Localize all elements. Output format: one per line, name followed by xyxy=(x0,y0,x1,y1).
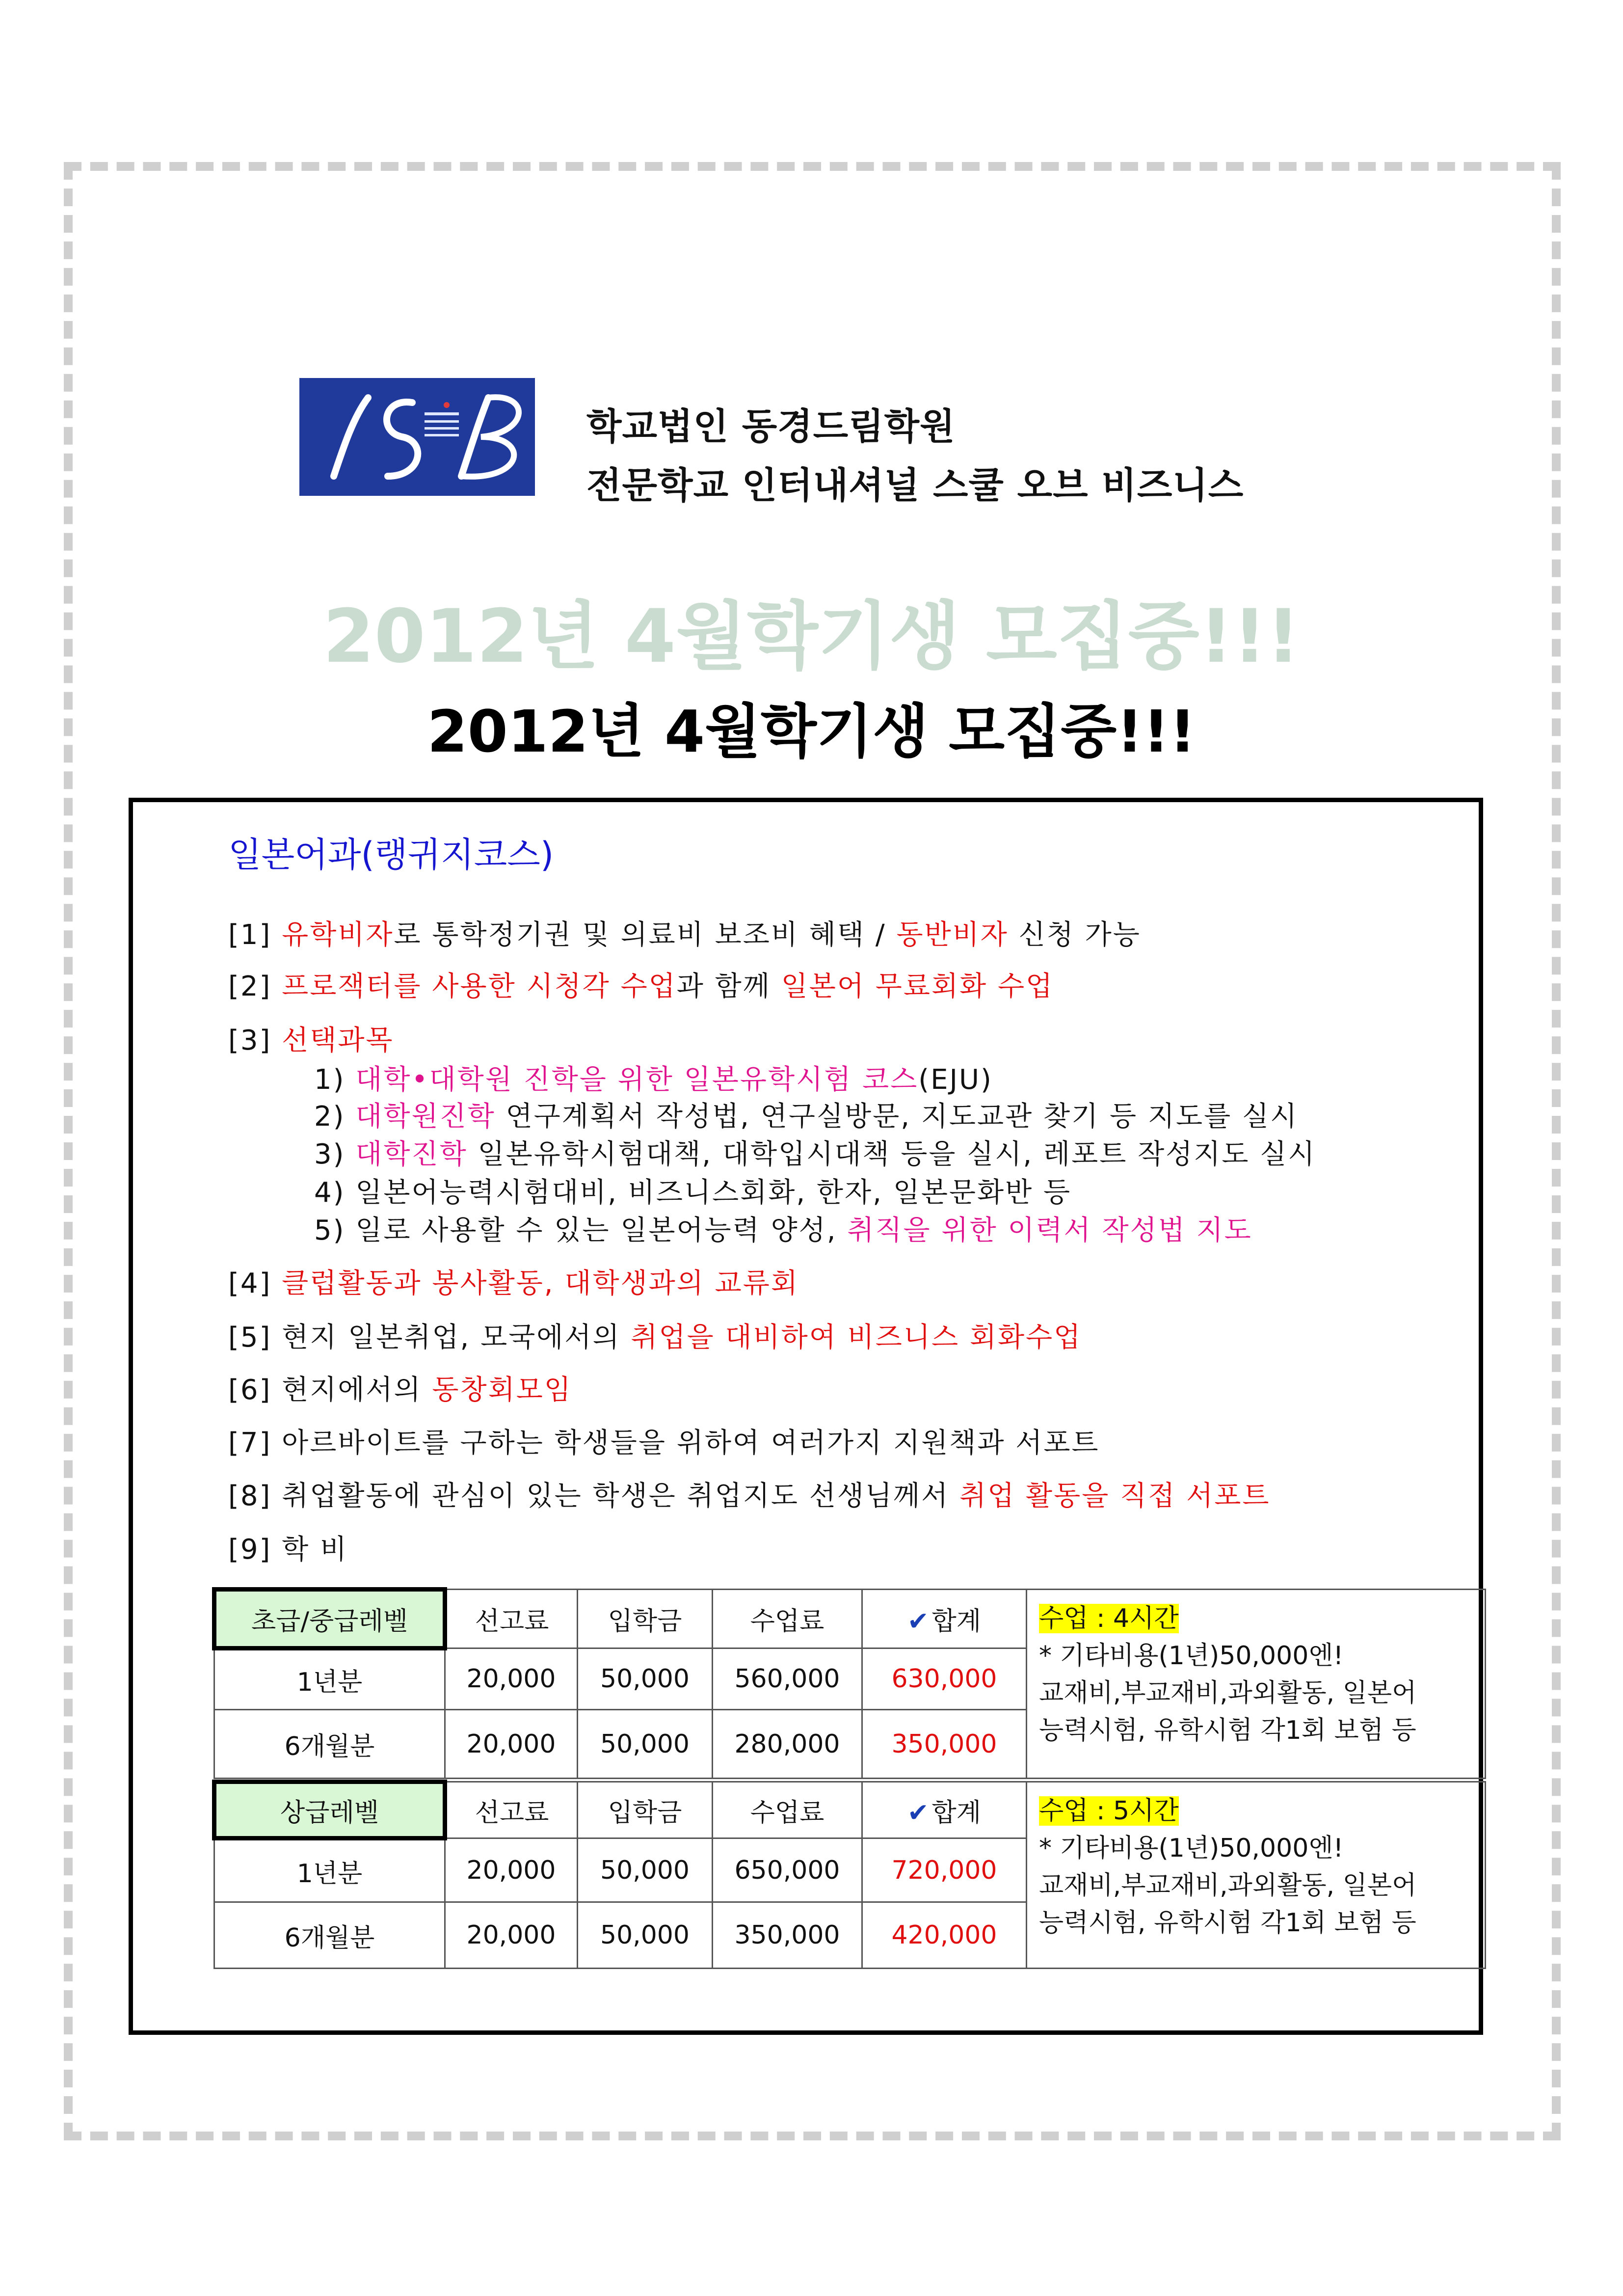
item-text: 과 함께 xyxy=(676,971,781,1002)
highlight-text: 취업 활동을 직접 서포트 xyxy=(959,1480,1271,1512)
value-cell: 20,000 xyxy=(445,1838,578,1902)
note-line: 교재비,부교재비,과외활동, 일본어 xyxy=(1039,1678,1417,1708)
class-hours: 수업 : 4시간 xyxy=(1039,1604,1179,1633)
value-cell: 20,000 xyxy=(445,1902,578,1969)
note-line: * 기타비용(1년)50,000엔! xyxy=(1039,1834,1344,1863)
fee-note xyxy=(1027,1782,1486,1969)
value-cell: 50,000 xyxy=(578,1710,713,1779)
item-text: 연구계획서 작성법, 연구실방문, 지도교관 찾기 등 지도를 실시 xyxy=(495,1101,1299,1133)
column-header: 수업료 xyxy=(713,1590,862,1648)
note-line: 교재비,부교재비,과외활동, 일본어 xyxy=(1039,1871,1417,1900)
list-item-6 xyxy=(228,1368,572,1407)
item-number: [3] xyxy=(228,1025,282,1056)
column-header-total: ✔ 합계 xyxy=(862,1590,1027,1648)
table-header-row xyxy=(214,1782,1486,1838)
period-cell: 6개월분 xyxy=(214,1710,445,1779)
check-icon: ✔ xyxy=(907,1607,929,1636)
highlight-text: 대학•대학원 진학을 위한 일본유학시험 코스 xyxy=(355,1064,919,1096)
value-cell: 650,000 xyxy=(713,1838,862,1902)
item-number: [2] xyxy=(228,971,282,1002)
item-number: [8] xyxy=(228,1480,282,1512)
period-cell: 1년분 xyxy=(214,1838,445,1902)
fee-table-beginner-intermediate xyxy=(212,1587,1486,1779)
item-text: 일본유학시험대책, 대학입시대책 등을 실시, 레포트 작성지도 실시 xyxy=(467,1138,1316,1170)
level-label: 초급/중급레벨 xyxy=(214,1590,445,1648)
table-header-row xyxy=(214,1590,1486,1648)
item-text: (EJU) xyxy=(918,1064,993,1096)
school-name: 전문학교 인터내셔널 스쿨 오브 비즈니스 xyxy=(586,464,1244,507)
item-number: [4] xyxy=(228,1268,282,1299)
sub-item-number: 4) xyxy=(314,1177,356,1209)
fee-table-advanced xyxy=(212,1780,1486,1969)
list-item-2 xyxy=(228,965,1054,1004)
highlight-text: 일본어 무료회화 수업 xyxy=(781,971,1054,1002)
item-number: [5] xyxy=(228,1322,282,1353)
value-cell: 50,000 xyxy=(578,1902,713,1969)
item-number: [7] xyxy=(228,1427,282,1459)
sub-item-number: 3) xyxy=(314,1138,356,1170)
sub-item-number: 5) xyxy=(314,1215,356,1246)
column-header: 선고료 xyxy=(445,1590,578,1648)
total-cell: 350,000 xyxy=(862,1710,1027,1779)
highlight-text: 동반비자 xyxy=(896,919,1009,951)
item-text: 아르바이트를 구하는 학생들을 위하여 여러가지 지원책과 서포트 xyxy=(282,1427,1100,1459)
list-item-8 xyxy=(228,1474,1270,1513)
isb-logo-graphic xyxy=(299,378,535,496)
sub-item-number: 1) xyxy=(314,1064,356,1096)
highlight-text: 유학비자 xyxy=(282,919,394,951)
level-label: 상급레벨 xyxy=(214,1782,445,1838)
total-cell: 720,000 xyxy=(862,1838,1027,1902)
value-cell: 560,000 xyxy=(713,1648,862,1710)
list-item-9 xyxy=(228,1528,348,1567)
column-header: 입학금 xyxy=(578,1782,713,1838)
highlight-text: 클럽활동과 봉사활동, 대학생과의 교류회 xyxy=(282,1268,799,1299)
item-number: [6] xyxy=(228,1374,282,1406)
value-cell: 20,000 xyxy=(445,1648,578,1710)
fee-note xyxy=(1027,1590,1486,1779)
list-item-7 xyxy=(228,1421,1100,1460)
value-cell: 20,000 xyxy=(445,1710,578,1779)
note-line: * 기타비용(1년)50,000엔! xyxy=(1039,1641,1344,1671)
sub-item-3 xyxy=(314,1133,1316,1172)
value-cell: 350,000 xyxy=(713,1902,862,1969)
item-text: 신청 가능 xyxy=(1008,919,1141,951)
class-hours: 수업 : 5시간 xyxy=(1039,1796,1179,1826)
highlight-text: 프로잭터를 사용한 시청각 수업 xyxy=(282,971,677,1002)
item-text: 현지에서의 xyxy=(282,1374,432,1406)
highlight-text: 대학진학 xyxy=(355,1138,468,1170)
column-header: 선고료 xyxy=(445,1782,578,1838)
item-text: 일본어능력시험대비, 비즈니스회화, 한자, 일본문화반 등 xyxy=(355,1177,1072,1209)
note-line: 능력시험, 유학시험 각1회 보험 등 xyxy=(1039,1716,1416,1745)
item-number: [9] xyxy=(228,1534,282,1566)
highlight-text: 취직을 위한 이력서 작성법 지도 xyxy=(847,1215,1252,1246)
value-cell: 50,000 xyxy=(578,1838,713,1902)
list-item-3 xyxy=(228,1019,394,1058)
sub-item-number: 2) xyxy=(314,1101,356,1133)
sub-item-4 xyxy=(314,1171,1071,1210)
item-text: 일로 사용할 수 있는 일본어능력 양성, xyxy=(355,1215,848,1246)
school-corporation-name: 학교법인 동경드림학원 xyxy=(586,405,956,448)
check-icon: ✔ xyxy=(907,1798,929,1828)
column-header: 입학금 xyxy=(578,1590,713,1648)
highlight-text: 동창회모임 xyxy=(432,1374,572,1406)
item-text: 현지 일본취업, 모국에서의 xyxy=(282,1322,631,1353)
period-cell: 1년분 xyxy=(214,1648,445,1710)
sub-item-5 xyxy=(314,1209,1252,1248)
total-cell: 420,000 xyxy=(862,1902,1027,1969)
page-headline: 2012년 4월학기생 모집중!!! xyxy=(427,698,1196,765)
sub-item-1 xyxy=(314,1058,993,1097)
value-cell: 280,000 xyxy=(713,1710,862,1779)
total-cell: 630,000 xyxy=(862,1648,1027,1710)
sub-item-2 xyxy=(314,1095,1298,1134)
school-logo xyxy=(299,378,535,496)
highlight-text: 선택과목 xyxy=(282,1025,394,1056)
value-cell: 50,000 xyxy=(578,1648,713,1710)
headline-shadow: 2012년 4월학기생 모집중!!! xyxy=(323,594,1300,679)
highlight-text: 취업을 대비하여 비즈니스 회화수업 xyxy=(631,1322,1082,1353)
item-text: 취업활동에 관심이 있는 학생은 취업지도 선생님께서 xyxy=(282,1480,960,1512)
list-item-4 xyxy=(228,1262,799,1301)
list-item-1 xyxy=(228,913,1141,952)
item-text: 로 통학정기권 및 의료비 보조비 혜택 / xyxy=(394,919,897,951)
column-header-total: ✔ 합계 xyxy=(862,1782,1027,1838)
highlight-text: 대학원진학 xyxy=(355,1101,496,1133)
column-header: 수업료 xyxy=(713,1782,862,1838)
course-title: 일본어과(랭귀지코스) xyxy=(228,835,554,875)
item-number: [1] xyxy=(228,919,282,951)
period-cell: 6개월분 xyxy=(214,1902,445,1969)
note-line: 능력시험, 유학시험 각1회 보험 등 xyxy=(1039,1908,1416,1938)
item-text: 학 비 xyxy=(282,1534,348,1566)
list-item-5 xyxy=(228,1316,1082,1355)
